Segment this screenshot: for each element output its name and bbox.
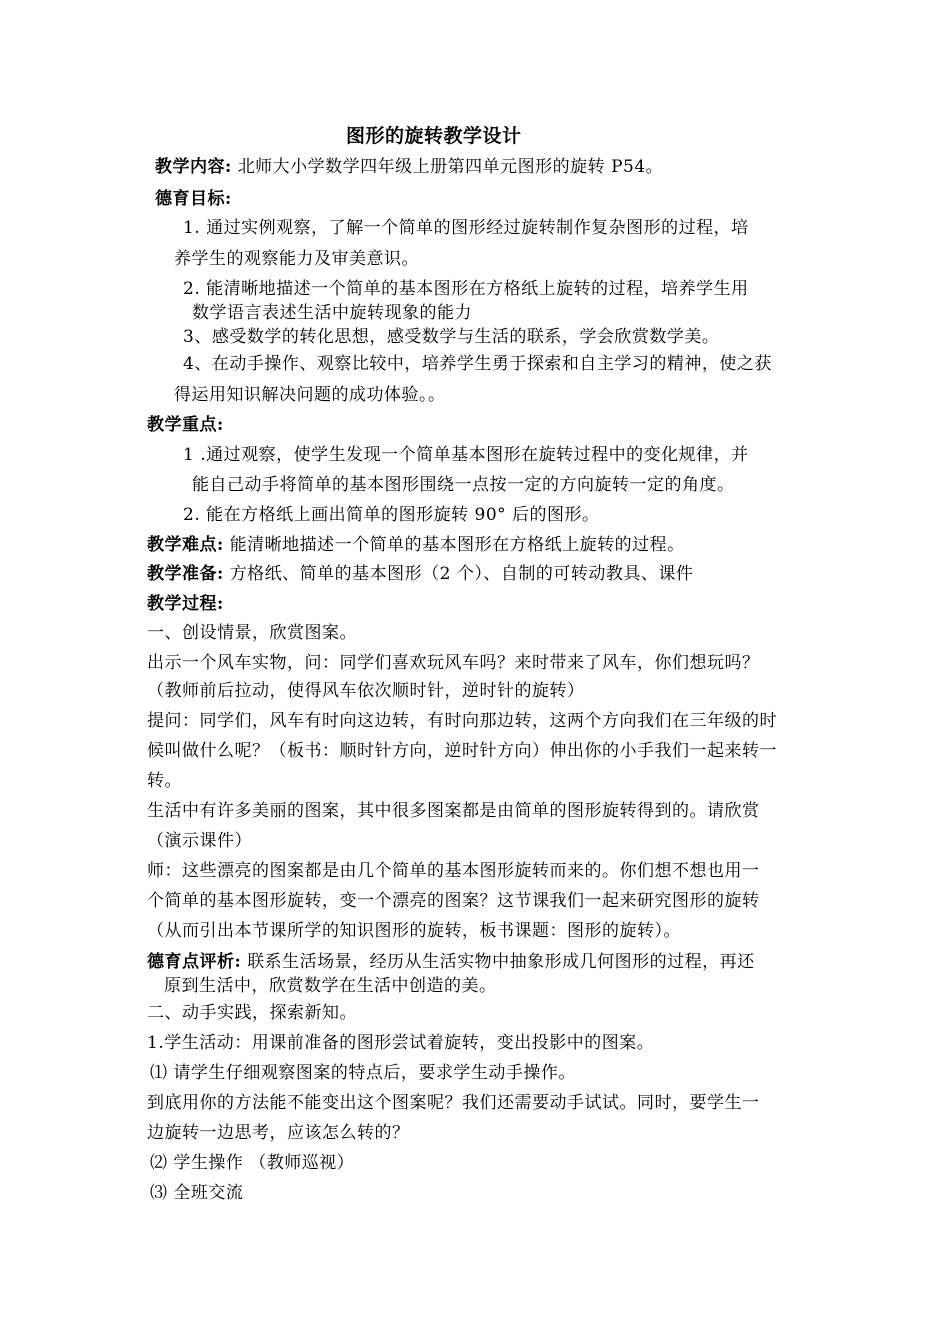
moral-goal-line: 4、在动手操作、观察比较中，培养学生勇于探索和自主学习的精神，使之获 [183,354,772,374]
review-row: 德育点评析: 联系生活场景，经历从生活实物中抽象形成几何图形的过程，再还 [147,952,755,972]
process-label: 教学过程 [147,594,217,614]
key-point-line: 2. 能在方格纸上画出简单的图形旋转 90° 后的图形。 [183,505,600,525]
paragraph-line: 候叫做什么呢？（板书：顺时针方向，逆时针方向）伸出你的小手我们一起来转一 [147,741,777,761]
difficulty-label: 教学难点 [147,535,217,555]
document-title: 图形的旋转教学设计 [346,125,522,147]
section-heading: 一、创设情景，欣赏图案。 [147,623,357,643]
paragraph-line: 出示一个风车实物，问：同学们喜欢玩风车吗？来时带来了风车，你们想玩吗？ [147,653,760,673]
key-points-heading: 教学重点: [147,415,224,435]
key-points-label: 教学重点 [147,415,217,435]
review-label: 德育点评析 [147,952,235,972]
paragraph-line: 1.学生活动：用课前准备的图形尝试着旋转，变出投影中的图案。 [147,1033,655,1053]
key-point-line: 1 .通过观察，使学生发现一个简单基本图形在旋转过程中的变化规律，并 [183,445,749,465]
moral-goal-line: 2. 能清晰地描述一个简单的基本图形在方格纸上旋转的过程，培养学生用 [183,279,749,299]
paragraph-line: （从而引出本节课所学的知识图形的旋转，板书课题：图形的旋转）。 [147,921,681,941]
process-heading: 教学过程: [147,594,224,614]
moral-goal-line: 得运用知识解决问题的成功体验。。 [174,385,446,405]
moral-goal-line: 3、感受数学的转化思想，感受数学与生活的联系，学会欣赏数学美。 [183,327,720,347]
section-heading: 二、动手实践，探索新知。 [147,1003,357,1023]
content-label: 教学内容 [155,157,225,177]
content-row: 教学内容: 北师大小学数学四年级上册第四单元图形的旋转 P54。 [155,157,664,177]
paragraph-line: （演示课件） [147,831,252,851]
review-text-line: 原到生活中，欣赏数学在生活中创造的美。 [164,976,497,996]
content-text: 北师大小学数学四年级上册第四单元图形的旋转 P54。 [237,157,664,177]
preparation-label: 教学准备 [147,564,217,584]
moral-goals-label: 德育目标 [155,189,225,209]
paragraph-line: ⑴ 请学生仔细观察图案的特点后，要求学生动手操作。 [150,1063,576,1083]
preparation-row: 教学准备: 方格纸、简单的基本图形（2 个）、自制的可转动教具、课件 [147,564,694,584]
paragraph-line: 转。 [147,771,182,791]
paragraph-line: 边旋转一边思考，应该怎么转的？ [147,1123,410,1143]
moral-goal-line: 养学生的观察能力及审美意识。 [174,249,419,269]
paragraph-line: 生活中有许多美丽的图案，其中很多图案都是由简单的图形旋转得到的。请欣赏 [147,801,760,821]
paragraph-line: ⑶ 全班交流 [150,1183,244,1203]
paragraph-line: 到底用你的方法能不能变出这个图案呢？我们还需要动手试试。同时，要学生一 [147,1093,760,1113]
key-point-line: 能自己动手将简单的基本图形围绕一点按一定的方向旋转一定的角度。 [192,475,735,495]
review-text: 联系生活场景，经历从生活实物中抽象形成几何图形的过程，再还 [247,952,755,972]
preparation-text: 方格纸、简单的基本图形（2 个）、自制的可转动教具、课件 [229,564,694,584]
difficulty-row: 教学难点: 能清晰地描述一个简单的基本图形在方格纸上旋转的过程。 [147,535,685,555]
paragraph-line: （教师前后拉动，使得风车依次顺时针，逆时针的旋转） [147,681,585,701]
paragraph-line: 师：这些漂亮的图案都是由几个简单的基本图形旋转而来的。你们想不想也用一 [147,861,760,881]
paragraph-line: 提问：同学们，风车有时向这边转，有时向那边转，这两个方向我们在三年级的时 [147,711,777,731]
moral-goal-line: 1. 通过实例观察，了解一个简单的图形经过旋转制作复杂图形的过程，培 [183,218,749,238]
difficulty-text: 能清晰地描述一个简单的基本图形在方格纸上旋转的过程。 [229,535,685,555]
moral-goals-heading: 德育目标: [155,189,232,209]
paragraph-line: 个简单的基本图形旋转，变一个漂亮的图案？这节课我们一起来研究图形的旋转 [147,891,760,911]
moral-goal-line: 数学语言表述生活中旋转现象的能力 [192,303,472,323]
paragraph-line: ⑵ 学生操作 （教师巡视） [150,1153,355,1173]
